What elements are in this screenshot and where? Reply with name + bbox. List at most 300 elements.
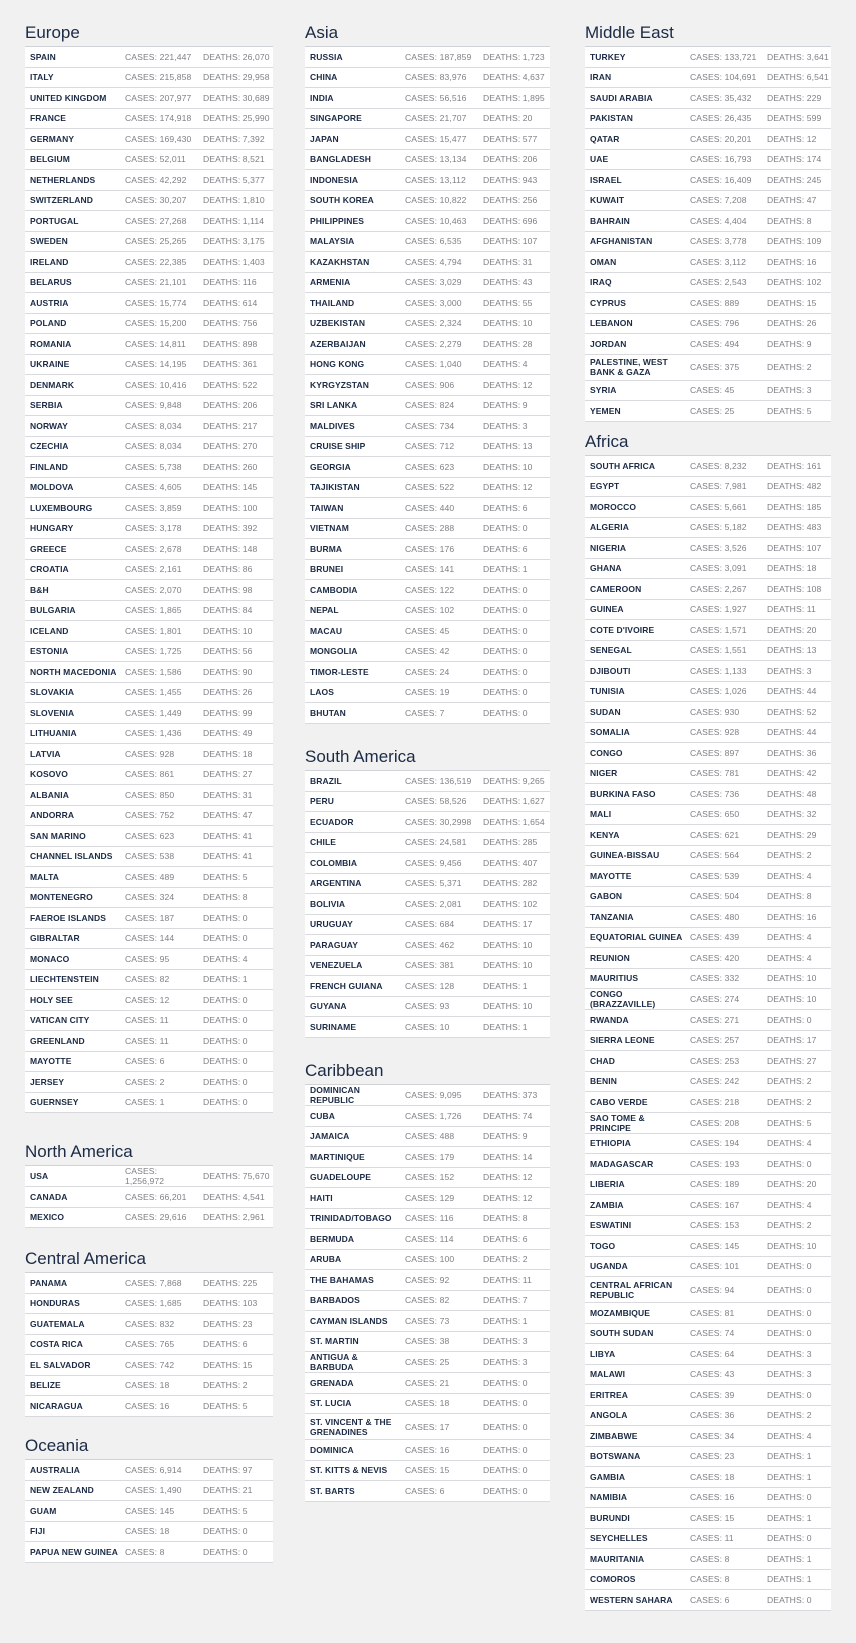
country-name: USA: [25, 1166, 120, 1187]
death-count: DEATHS: 0: [762, 1303, 831, 1324]
country-name: SWITZERLAND: [25, 190, 120, 211]
table-row: [585, 313, 831, 334]
death-count: DEATHS: 1,895: [478, 88, 550, 109]
country-name: NIGERIA: [585, 538, 685, 559]
table-row: [585, 927, 831, 948]
table-row: [585, 476, 831, 497]
country-name: DOMINICA: [305, 1440, 400, 1461]
case-count: CASES: 930: [685, 702, 762, 723]
country-name: COMOROS: [585, 1569, 685, 1590]
death-count: DEATHS: 13: [762, 640, 831, 661]
case-count: CASES: 30,2998: [400, 812, 478, 833]
country-name: CZECHIA: [25, 436, 120, 457]
death-count: DEATHS: 0: [478, 621, 550, 642]
death-count: DEATHS: 0: [198, 1092, 273, 1113]
table-row: [305, 955, 550, 976]
case-count: CASES: 189: [685, 1174, 762, 1195]
country-name: POLAND: [25, 313, 120, 334]
case-count: CASES: 8,232: [685, 456, 762, 477]
country-name: MONTENEGRO: [25, 887, 120, 908]
death-count: DEATHS: 4: [198, 949, 273, 970]
death-count: DEATHS: 1: [762, 1467, 831, 1488]
case-count: CASES: 11: [120, 1010, 198, 1031]
table-row: [25, 436, 273, 457]
country-name: CHINA: [305, 67, 400, 88]
death-count: DEATHS: 8: [762, 886, 831, 907]
table-row: [305, 682, 550, 703]
death-count: DEATHS: 1,403: [198, 252, 273, 273]
death-count: DEATHS: 74: [478, 1106, 550, 1127]
case-count: CASES: 104,691: [685, 67, 762, 88]
table-row: [305, 1352, 550, 1373]
death-count: DEATHS: 13: [478, 436, 550, 457]
table-row: [305, 108, 550, 129]
death-count: DEATHS: 11: [478, 1270, 550, 1291]
case-count: CASES: 2,324: [400, 313, 478, 334]
country-name: ARGENTINA: [305, 873, 400, 894]
death-count: DEATHS: 42: [762, 763, 831, 784]
table-row: [305, 832, 550, 853]
country-name: BURUNDI: [585, 1508, 685, 1529]
country-name: IRAQ: [585, 272, 685, 293]
country-name: EGYPT: [585, 476, 685, 497]
country-name: VATICAN CITY: [25, 1010, 120, 1031]
case-count: CASES: 13,112: [400, 170, 478, 191]
case-count: CASES: 14,195: [120, 354, 198, 375]
table-row: [585, 354, 831, 380]
country-name: QATAR: [585, 129, 685, 150]
table-row: [585, 538, 831, 559]
country-name: LIBERIA: [585, 1174, 685, 1195]
case-count: CASES: 13,134: [400, 149, 478, 170]
death-count: DEATHS: 52: [762, 702, 831, 723]
table-row: [25, 477, 273, 498]
table-row: [25, 170, 273, 191]
table-row: [25, 47, 273, 68]
case-count: CASES: 167: [685, 1195, 762, 1216]
table-row: [25, 1273, 273, 1294]
case-count: CASES: 29,616: [120, 1207, 198, 1228]
death-count: DEATHS: 116: [198, 272, 273, 293]
case-count: CASES: 141: [400, 559, 478, 580]
country-name: BENIN: [585, 1071, 685, 1092]
table-row: [25, 1092, 273, 1113]
death-count: DEATHS: 0: [478, 682, 550, 703]
case-count: CASES: 1,551: [685, 640, 762, 661]
table-row: [305, 621, 550, 642]
table-row: [585, 1549, 831, 1570]
table-row: [305, 293, 550, 314]
death-count: DEATHS: 0: [198, 1031, 273, 1052]
table-row: [585, 1112, 831, 1133]
case-count: CASES: 824: [400, 395, 478, 416]
table-row: [25, 846, 273, 867]
death-count: DEATHS: 0: [762, 1323, 831, 1344]
death-count: DEATHS: 148: [198, 539, 273, 560]
country-name: CROATIA: [25, 559, 120, 580]
death-count: DEATHS: 12: [478, 477, 550, 498]
case-count: CASES: 38: [400, 1331, 478, 1352]
table-row: [25, 969, 273, 990]
death-count: DEATHS: 2: [762, 1405, 831, 1426]
death-count: DEATHS: 15: [762, 293, 831, 314]
country-name: NIGER: [585, 763, 685, 784]
case-count: CASES: 11: [120, 1031, 198, 1052]
country-name: UZBEKISTAN: [305, 313, 400, 334]
country-name: CYPRUS: [585, 293, 685, 314]
death-count: DEATHS: 26: [762, 313, 831, 334]
death-count: DEATHS: 0: [198, 1051, 273, 1072]
death-count: DEATHS: 9: [478, 1126, 550, 1147]
death-count: DEATHS: 3: [478, 1352, 550, 1373]
country-name: CENTRAL AFRICAN REPUBLIC: [585, 1277, 685, 1303]
country-name: PAKISTAN: [585, 108, 685, 129]
case-count: CASES: 324: [120, 887, 198, 908]
country-name: SINGAPORE: [305, 108, 400, 129]
country-name: GUERNSEY: [25, 1092, 120, 1113]
death-count: DEATHS: 2: [198, 1375, 273, 1396]
case-count: CASES: 27,268: [120, 211, 198, 232]
death-count: DEATHS: 26: [198, 682, 273, 703]
country-name: TAIWAN: [305, 498, 400, 519]
region-title: Middle East: [585, 23, 674, 42]
table-row: [585, 1195, 831, 1216]
table-row: [305, 518, 550, 539]
death-count: DEATHS: 18: [762, 558, 831, 579]
country-name: SAO TOME & PRINCIPE: [585, 1112, 685, 1133]
table-row: [25, 252, 273, 273]
country-name: ST. BARTS: [305, 1481, 400, 1502]
case-count: CASES: 152: [400, 1167, 478, 1188]
table-row: [25, 621, 273, 642]
table-row: [305, 313, 550, 334]
table-row: [305, 1106, 550, 1127]
country-table: [25, 1165, 273, 1228]
country-name: INDONESIA: [305, 170, 400, 191]
country-name: COLOMBIA: [305, 853, 400, 874]
case-count: CASES: 3,091: [685, 558, 762, 579]
case-count: CASES: 332: [685, 968, 762, 989]
death-count: DEATHS: 3,641: [762, 47, 831, 68]
death-count: DEATHS: 2: [762, 845, 831, 866]
death-count: DEATHS: 47: [198, 805, 273, 826]
death-count: DEATHS: 90: [198, 662, 273, 683]
table-row: [25, 313, 273, 334]
table-row: [25, 272, 273, 293]
death-count: DEATHS: 1: [478, 976, 550, 997]
table-row: [585, 1133, 831, 1154]
country-name: HONDURAS: [25, 1293, 120, 1314]
country-name: ESWATINI: [585, 1215, 685, 1236]
case-count: CASES: 2: [120, 1072, 198, 1093]
death-count: DEATHS: 3: [762, 1364, 831, 1385]
death-count: DEATHS: 2: [762, 1071, 831, 1092]
table-row: [585, 334, 831, 355]
table-row: [305, 539, 550, 560]
case-count: CASES: 271: [685, 1010, 762, 1031]
country-name: SWEDEN: [25, 231, 120, 252]
death-count: DEATHS: 14: [478, 1147, 550, 1168]
country-name: SAUDI ARABIA: [585, 88, 685, 109]
country-name: PAPUA NEW GUINEA: [25, 1542, 120, 1563]
table-row: [305, 641, 550, 662]
case-count: CASES: 242: [685, 1071, 762, 1092]
country-name: MALAWI: [585, 1364, 685, 1385]
death-count: DEATHS: 75,670: [198, 1166, 273, 1187]
country-name: BELGIUM: [25, 149, 120, 170]
table-row: [585, 1569, 831, 1590]
case-count: CASES: 23: [685, 1446, 762, 1467]
table-row: [585, 1446, 831, 1467]
country-table: [305, 46, 550, 724]
death-count: DEATHS: 1: [478, 1311, 550, 1332]
country-name: REUNION: [585, 948, 685, 969]
case-count: CASES: 375: [685, 354, 762, 380]
case-count: CASES: 16: [685, 1487, 762, 1508]
death-count: DEATHS: 0: [478, 1481, 550, 1502]
table-row: [305, 1414, 550, 1440]
country-name: GUYANA: [305, 996, 400, 1017]
table-row: [585, 1590, 831, 1611]
country-name: GHANA: [585, 558, 685, 579]
death-count: DEATHS: 5: [762, 401, 831, 422]
case-count: CASES: 736: [685, 784, 762, 805]
death-count: DEATHS: 4,541: [198, 1187, 273, 1208]
death-count: DEATHS: 102: [762, 272, 831, 293]
country-name: BULGARIA: [25, 600, 120, 621]
case-count: CASES: 288: [400, 518, 478, 539]
country-name: MOZAMBIQUE: [585, 1303, 685, 1324]
country-name: ST. KITTS & NEVIS: [305, 1460, 400, 1481]
table-row: [305, 559, 550, 580]
death-count: DEATHS: 31: [478, 252, 550, 273]
table-row: [585, 211, 831, 232]
case-count: CASES: 144: [120, 928, 198, 949]
death-count: DEATHS: 4: [762, 1133, 831, 1154]
case-count: CASES: 215,858: [120, 67, 198, 88]
death-count: DEATHS: 8: [762, 211, 831, 232]
country-name: COSTA RICA: [25, 1334, 120, 1355]
death-count: DEATHS: 32: [762, 804, 831, 825]
table-row: [585, 1236, 831, 1257]
case-count: CASES: 522: [400, 477, 478, 498]
table-row: [585, 129, 831, 150]
country-name: BRUNEI: [305, 559, 400, 580]
case-count: CASES: 440: [400, 498, 478, 519]
case-count: CASES: 928: [120, 744, 198, 765]
table-row: [25, 949, 273, 970]
country-table: [25, 1272, 273, 1417]
death-count: DEATHS: 12: [762, 129, 831, 150]
table-row: [585, 293, 831, 314]
case-count: CASES: 187,859: [400, 47, 478, 68]
death-count: DEATHS: 0: [198, 990, 273, 1011]
table-row: [305, 914, 550, 935]
death-count: DEATHS: 3,175: [198, 231, 273, 252]
case-count: CASES: 20,201: [685, 129, 762, 150]
case-count: CASES: 19: [400, 682, 478, 703]
death-count: DEATHS: 4: [762, 866, 831, 887]
country-name: MOLDOVA: [25, 477, 120, 498]
death-count: DEATHS: 10: [762, 1236, 831, 1257]
case-count: CASES: 122: [400, 580, 478, 601]
case-count: CASES: 3,526: [685, 538, 762, 559]
country-name: BERMUDA: [305, 1229, 400, 1250]
case-count: CASES: 21: [400, 1373, 478, 1394]
case-count: CASES: 93: [400, 996, 478, 1017]
table-row: [305, 1085, 550, 1106]
table-row: [25, 1501, 273, 1522]
table-row: [305, 703, 550, 724]
case-count: CASES: 4,404: [685, 211, 762, 232]
table-row: [305, 1373, 550, 1394]
country-name: AUSTRALIA: [25, 1460, 120, 1481]
death-count: DEATHS: 12: [478, 375, 550, 396]
case-count: CASES: 897: [685, 743, 762, 764]
country-name: VENEZUELA: [305, 955, 400, 976]
country-name: TURKEY: [585, 47, 685, 68]
death-count: DEATHS: 943: [478, 170, 550, 191]
table-row: [585, 640, 831, 661]
case-count: CASES: 850: [120, 785, 198, 806]
death-count: DEATHS: 0: [478, 641, 550, 662]
region-title: South America: [305, 747, 416, 766]
case-count: CASES: 3,000: [400, 293, 478, 314]
country-name: GRENADA: [305, 1373, 400, 1394]
death-count: DEATHS: 8,521: [198, 149, 273, 170]
case-count: CASES: 16,793: [685, 149, 762, 170]
case-count: CASES: 128: [400, 976, 478, 997]
death-count: DEATHS: 225: [198, 1273, 273, 1294]
case-count: CASES: 218: [685, 1092, 762, 1113]
case-count: CASES: 169,430: [120, 129, 198, 150]
table-row: [585, 1030, 831, 1051]
case-count: CASES: 10: [400, 1017, 478, 1038]
country-name: JAPAN: [305, 129, 400, 150]
table-row: [585, 170, 831, 191]
death-count: DEATHS: 0: [762, 1590, 831, 1611]
country-name: CAMEROON: [585, 579, 685, 600]
table-row: [25, 928, 273, 949]
death-count: DEATHS: 3: [478, 416, 550, 437]
case-count: CASES: 39: [685, 1385, 762, 1406]
death-count: DEATHS: 17: [478, 914, 550, 935]
table-row: [585, 968, 831, 989]
death-count: DEATHS: 8: [198, 887, 273, 908]
country-name: LUXEMBOURG: [25, 498, 120, 519]
case-count: CASES: 45: [400, 621, 478, 642]
death-count: DEATHS: 1: [762, 1569, 831, 1590]
death-count: DEATHS: 206: [198, 395, 273, 416]
table-row: [25, 1314, 273, 1335]
death-count: DEATHS: 0: [762, 1010, 831, 1031]
country-name: KENYA: [585, 825, 685, 846]
table-row: [585, 47, 831, 68]
death-count: DEATHS: 2: [478, 1249, 550, 1270]
case-count: CASES: 623: [400, 457, 478, 478]
table-row: [25, 1480, 273, 1501]
case-count: CASES: 420: [685, 948, 762, 969]
case-count: CASES: 2,279: [400, 334, 478, 355]
country-name: YEMEN: [585, 401, 685, 422]
case-count: CASES: 564: [685, 845, 762, 866]
case-count: CASES: 3,778: [685, 231, 762, 252]
table-row: [305, 457, 550, 478]
table-row: [305, 1393, 550, 1414]
death-count: DEATHS: 392: [198, 518, 273, 539]
case-count: CASES: 9,848: [120, 395, 198, 416]
death-count: DEATHS: 4,637: [478, 67, 550, 88]
table-row: [25, 88, 273, 109]
case-count: CASES: 1,133: [685, 661, 762, 682]
country-name: BURMA: [305, 539, 400, 560]
table-row: [25, 416, 273, 437]
case-count: CASES: 15: [685, 1508, 762, 1529]
country-name: GUATEMALA: [25, 1314, 120, 1335]
case-count: CASES: 6: [400, 1481, 478, 1502]
table-row: [305, 1208, 550, 1229]
death-count: DEATHS: 577: [478, 129, 550, 150]
death-count: DEATHS: 27: [198, 764, 273, 785]
country-name: ROMANIA: [25, 334, 120, 355]
case-count: CASES: 2,081: [400, 894, 478, 915]
death-count: DEATHS: 9,265: [478, 771, 550, 792]
country-name: MOROCCO: [585, 497, 685, 518]
country-name: CAMBODIA: [305, 580, 400, 601]
death-count: DEATHS: 0: [762, 1487, 831, 1508]
country-name: PORTUGAL: [25, 211, 120, 232]
death-count: DEATHS: 614: [198, 293, 273, 314]
country-name: LIBYA: [585, 1344, 685, 1365]
death-count: DEATHS: 0: [478, 1440, 550, 1461]
case-count: CASES: 14,811: [120, 334, 198, 355]
death-count: DEATHS: 1,627: [478, 791, 550, 812]
case-count: CASES: 17: [400, 1414, 478, 1440]
case-count: CASES: 504: [685, 886, 762, 907]
country-name: ISRAEL: [585, 170, 685, 191]
case-count: CASES: 3,859: [120, 498, 198, 519]
table-row: [25, 1396, 273, 1417]
table-row: [585, 1174, 831, 1195]
table-row: [305, 1481, 550, 1502]
country-name: IRAN: [585, 67, 685, 88]
case-count: CASES: 66,201: [120, 1187, 198, 1208]
table-row: [585, 1487, 831, 1508]
case-count: CASES: 95: [120, 949, 198, 970]
case-count: CASES: 684: [400, 914, 478, 935]
country-name: GUINEA-BISSAU: [585, 845, 685, 866]
death-count: DEATHS: 898: [198, 334, 273, 355]
death-count: DEATHS: 0: [762, 1277, 831, 1303]
country-name: ANTIGUA & BARBUDA: [305, 1352, 400, 1373]
case-count: CASES: 928: [685, 722, 762, 743]
region-title: North America: [25, 1142, 133, 1161]
case-count: CASES: 712: [400, 436, 478, 457]
case-count: CASES: 796: [685, 313, 762, 334]
table-row: [25, 703, 273, 724]
death-count: DEATHS: 97: [198, 1460, 273, 1481]
table-row: [585, 1051, 831, 1072]
death-count: DEATHS: 0: [478, 580, 550, 601]
region-title: Oceania: [25, 1436, 89, 1455]
table-row: [25, 539, 273, 560]
case-count: CASES: 889: [685, 293, 762, 314]
death-count: DEATHS: 3: [762, 661, 831, 682]
case-count: CASES: 5,738: [120, 457, 198, 478]
country-name: ITALY: [25, 67, 120, 88]
table-row: [305, 812, 550, 833]
table-row: [25, 867, 273, 888]
